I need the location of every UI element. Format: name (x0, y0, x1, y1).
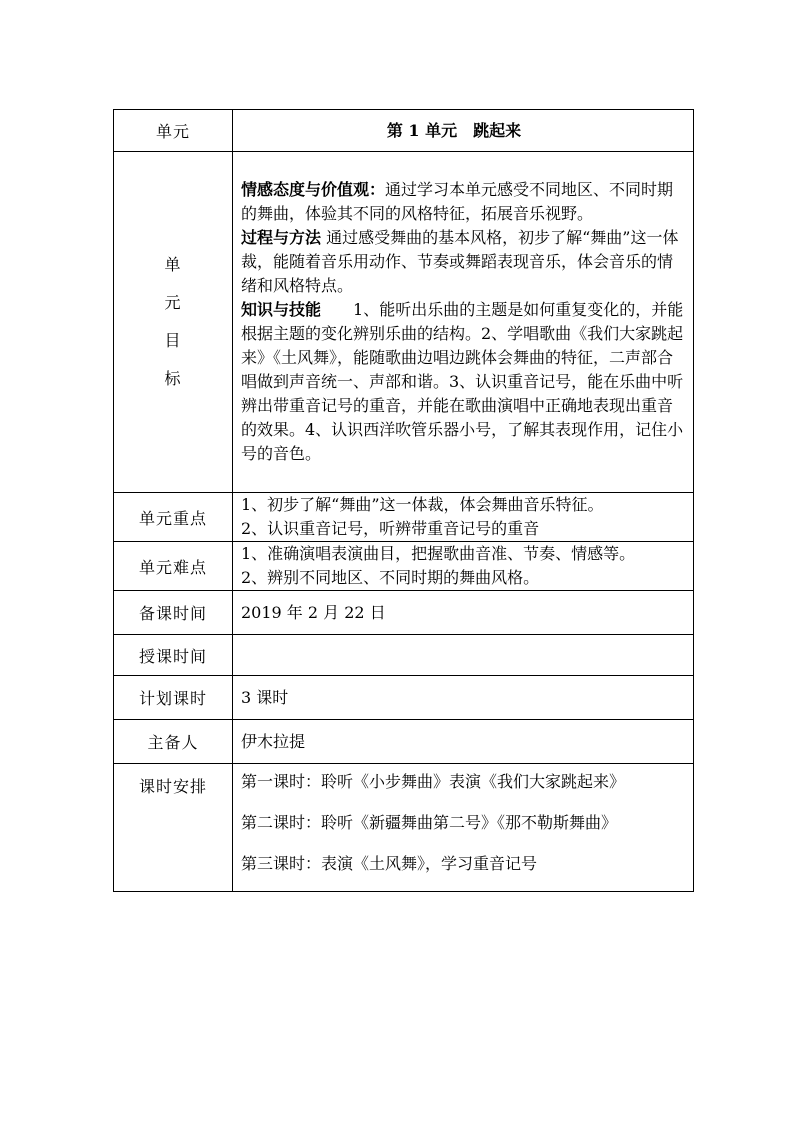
row-lead-preparer (114, 720, 694, 764)
lead-preparer-value: 伊木拉提 (233, 720, 694, 764)
row-key-points (114, 493, 694, 542)
unit-title: 第 1 单元 跳起来 (386, 120, 522, 140)
goal-emotion-heading: 情感态度与价值观： (241, 180, 386, 199)
schedule-lesson: 第一课时：聆听《小步舞曲》表演《我们大家跳起来》 (241, 772, 626, 791)
lead-preparer-label: 主备人 (114, 720, 233, 764)
goals-label-char: 单 (164, 255, 182, 274)
key-point-line: 1、初步了解“舞曲”这一体裁，体会舞曲音乐特征。 (241, 495, 604, 514)
goal-emotion-text: 通过学习本单元感受不同地区、不同时期的舞曲，体验其不同的风格特征，拓展音乐视野。 (241, 180, 674, 223)
planned-hours-value: 3 课时 (233, 676, 694, 720)
goal-emotion (241, 178, 687, 226)
planned-hours-label: 计划课时 (114, 676, 233, 720)
schedule-lesson: 第二课时：聆听《新疆舞曲第二号》《那不勒斯舞曲》 (241, 813, 618, 832)
goal-process-text: 通过感受舞曲的基本风格，初步了解“舞曲”这一体裁，能随着音乐用动作、节奏或舞蹈表现音乐，体会音乐的情绪和风格特点。 (241, 228, 679, 295)
schedule-lesson: 第三课时：表演《土风舞》，学习重音记号 (241, 854, 538, 873)
difficulties-content (233, 542, 694, 591)
goal-skill-text: 1、能听出乐曲的主题是如何重复变化的，并能根据主题的变化辨别乐曲的结构。2、学唱歌曲《我们大家跳起来》《土风舞》，能随歌曲边唱边跳体会舞曲的特征，二声部合唱做到声音统一、声部和谐。3、认识重音记号，能在乐曲中听辨出带重音记号的重音，并能在歌曲演唱中正确地表现出重音的效果。4、认识西洋吹管乐器小号，了解其表现作用，记住小号的音色。 (241, 300, 684, 463)
goals-content (233, 152, 694, 493)
goal-process (241, 226, 687, 298)
unit-label: 单元 (114, 110, 233, 152)
unit-title-cell (233, 110, 694, 152)
row-difficulties (114, 542, 694, 591)
difficulty-line: 2、辨别不同地区、不同时期的舞曲风格。 (241, 568, 540, 587)
row-teach-time (114, 635, 694, 676)
teach-time-label: 授课时间 (114, 635, 233, 676)
goal-process-heading: 过程与方法 (241, 228, 322, 247)
prep-time-value: 2019 年 2 月 22 日 (233, 591, 694, 635)
key-points-content (233, 493, 694, 542)
row-planned-hours (114, 676, 694, 720)
row-prep-time (114, 591, 694, 635)
difficulty-line: 1、准确演唱表演曲目，把握歌曲音准、节奏、情感等。 (241, 544, 636, 563)
prep-time-label: 备课时间 (114, 591, 233, 635)
goal-skill-heading: 知识与技能 (241, 300, 322, 319)
schedule-content (233, 764, 694, 892)
key-point-line: 2、认识重音记号，听辨带重音记号的重音 (241, 519, 540, 538)
goals-label (114, 152, 233, 493)
schedule-label: 课时安排 (114, 764, 233, 892)
row-goals (114, 152, 694, 493)
lesson-plan-table (113, 109, 694, 892)
goals-label-char: 元 (164, 293, 182, 312)
goals-label-char: 目 (164, 331, 182, 350)
goals-label-char: 标 (164, 369, 182, 388)
row-schedule (114, 764, 694, 892)
difficulties-label: 单元难点 (114, 542, 233, 591)
goal-skill (241, 298, 687, 466)
key-points-label: 单元重点 (114, 493, 233, 542)
teach-time-value (233, 635, 694, 676)
row-unit (114, 110, 694, 152)
